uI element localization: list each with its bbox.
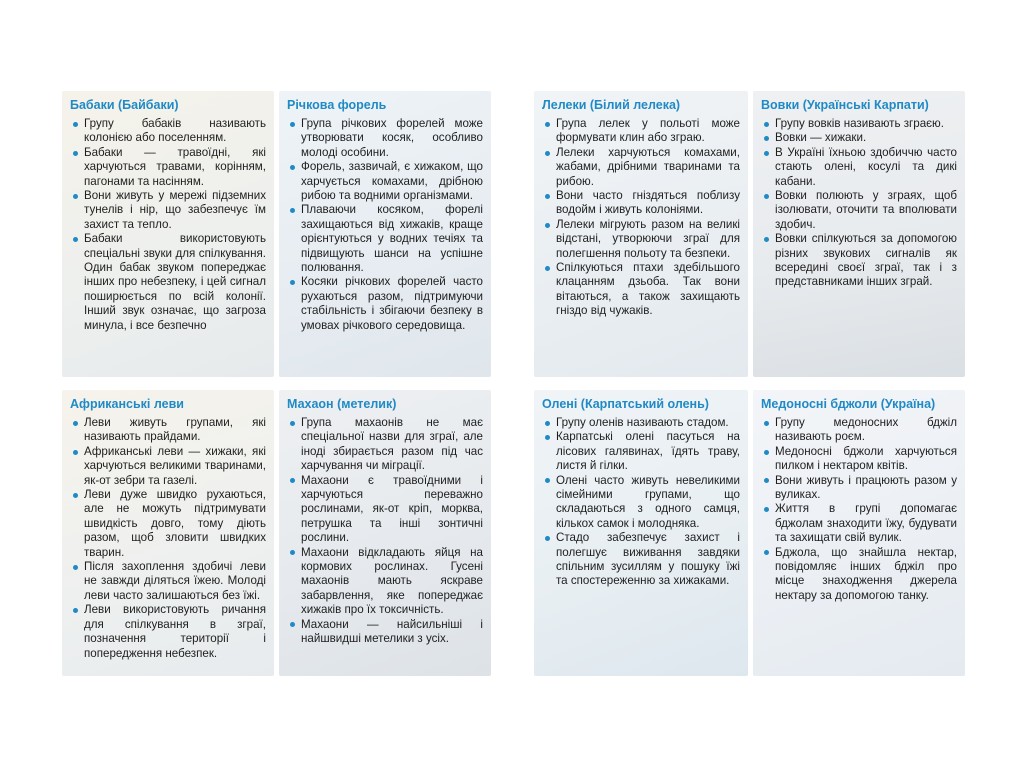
fact-item: Форель, зазвичай, є хижаком, що харчується комахами, дрібною рибою та водними організмами. <box>287 160 483 203</box>
fact-item: Косяки річкових форелей часто рухаються разом, підтримуючи стабільність і збігаючи безпеку в умовах річкового середовища. <box>287 275 483 333</box>
fact-item: Олені часто живуть невеликими сімейними групами, що складаються з одного самця, кількох самок і молодняка. <box>542 474 740 532</box>
fact-item: Лелеки мігрують разом на великі відстані, утворюючи зграї для полегшення польоту та безпеки. <box>542 218 740 261</box>
card-babaky <box>62 91 274 377</box>
card-oleni <box>534 390 748 676</box>
fact-item: Група річкових форелей може утворювати косяк, особливо молоді особини. <box>287 117 483 160</box>
card-makhaon <box>279 390 491 676</box>
card-title: Річкова форель <box>287 98 387 112</box>
fact-item: Стадо забезпечує захист і полегшує виживання завдяки спільним зусиллям у пошуку їжі та спостереженню за хижаками. <box>542 531 740 589</box>
fact-item: Махаони відкладають яйця на кормових рослинах. Гусені махаонів мають яскраве забарвлення, яке попереджає хижаків про їх токсичність. <box>287 546 483 618</box>
card-title: Бабаки (Байбаки) <box>70 98 179 112</box>
card-richkova-forel <box>279 91 491 377</box>
fact-item: Вовки спілкуються за допомогою різних звукових сигналів як всередині своєї зграї, так і з представниками інших зграй. <box>761 232 957 290</box>
card-title: Олені (Карпатський олень) <box>542 397 709 411</box>
card-afrykanski-levy <box>62 390 274 676</box>
fact-item: Життя в групі допомагає бджолам знаходити їжу, будувати та захищати свій вулик. <box>761 502 957 545</box>
fact-item: Група лелек у польоті може формувати клин або зграю. <box>542 117 740 146</box>
fact-item: Вовки — хижаки. <box>761 131 957 145</box>
fact-item: Медоносні бджоли харчуються пилком і нектаром квітів. <box>761 445 957 474</box>
card-title: Вовки (Українські Карпати) <box>761 98 929 112</box>
fact-item: Леви живуть групами, які називають прайдами. <box>70 416 266 445</box>
fact-item: Бджола, що знайшла нектар, повідомляє інших бджіл про місце знаходження джерела нектару за допомогою танку. <box>761 546 957 604</box>
fact-item: Вони живуть і працюють разом у вуликах. <box>761 474 957 503</box>
fact-item: Махаони є травоїдними і харчуються переважно рослинами, як-от кріп, морква, петрушка та інші зонтичні рослини. <box>287 474 483 546</box>
fact-item: В Україні їхньою здобиччю часто стають олені, косулі та дикі кабани. <box>761 146 957 189</box>
fact-item: Махаони — найсильніші і найшвидші метелики з усіх. <box>287 618 483 647</box>
fact-list <box>542 117 740 319</box>
card-title: Лелеки (Білий лелека) <box>542 98 681 112</box>
fact-item: Бабаки використовують спеціальні звуки для спілкування. Один бабак звуком попереджає інших про небезпеку, і цей сигнал поширюється по всій колонії. Інший звук означає, що загроза минула, і все безпечно <box>70 232 266 333</box>
card-title: Африканські леви <box>70 397 184 411</box>
fact-item: Плаваючи косяком, форелі захищаються від хижаків, краще орієнтуються у водних течіях та підвищують шанси на успішне полювання. <box>287 203 483 275</box>
fact-list <box>70 416 266 661</box>
fact-list <box>542 416 740 589</box>
fact-item: Після захоплення здобичі леви не завжди діляться їжею. Молоді леви часто залишаються без їжі. <box>70 560 266 603</box>
fact-item: Леви дуже швидко рухаються, але не можуть підтримувати швидкість довго, тому діють разом, щоб зловити швидких тварин. <box>70 488 266 560</box>
fact-item: Леви використовують ричання для спілкування в зграї, позначення території і попередження небезпек. <box>70 603 266 661</box>
fact-item: Групу медоносних бджіл називають роєм. <box>761 416 957 445</box>
card-leleky <box>534 91 748 377</box>
card-medonosni-bdzholy <box>753 390 965 676</box>
fact-list <box>761 117 957 290</box>
fact-list <box>287 416 483 647</box>
fact-item: Вони часто гніздяться поблизу водойм і живуть колоніями. <box>542 189 740 218</box>
card-title: Медоносні бджоли (Україна) <box>761 397 936 411</box>
fact-item: Карпатські олені пасуться на лісових галявинах, їдять траву, листя й гілки. <box>542 430 740 473</box>
card-vovky <box>753 91 965 377</box>
fact-item: Групу оленів називають стадом. <box>542 416 740 430</box>
fact-list <box>761 416 957 603</box>
fact-item: Групу вовків називають зграєю. <box>761 117 957 131</box>
fact-item: Вони живуть у мережі підземних тунелів і нір, що забезпечує їм захист та тепло. <box>70 189 266 232</box>
fact-item: Бабаки — травоїдні, які харчуються травами, корінням, пагонами та насінням. <box>70 146 266 189</box>
fact-item: Група махаонів не має спеціальної назви для зграї, але іноді збирається разом під час харчування чи міграції. <box>287 416 483 474</box>
fact-item: Африканські леви — хижаки, які харчуються великими тваринами, як-от зебри та газелі. <box>70 445 266 488</box>
fact-list <box>287 117 483 333</box>
fact-item: Лелеки харчуються комахами, жабами, дрібними тваринами та рибою. <box>542 146 740 189</box>
card-title: Махаон (метелик) <box>287 397 397 411</box>
fact-item: Спілкуються птахи здебільшого клацанням дзьоба. Так вони вітаються, а також захищають гніздо від чужаків. <box>542 261 740 319</box>
fact-list <box>70 117 266 333</box>
fact-item: Вовки полюють у зграях, щоб ізолювати, оточити та вполювати здобич. <box>761 189 957 232</box>
fact-item: Групу бабаків називають колонією або поселенням. <box>70 117 266 146</box>
